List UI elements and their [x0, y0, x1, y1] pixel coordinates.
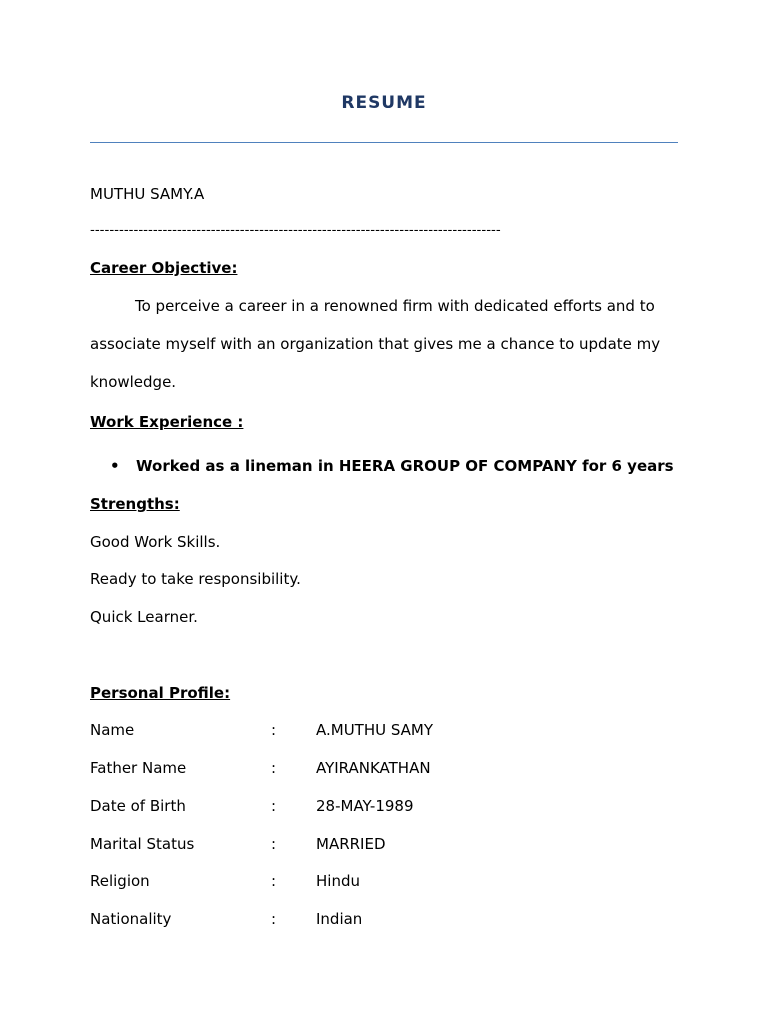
title-underline	[90, 142, 678, 143]
candidate-name: MUTHU SAMY.A	[90, 185, 205, 203]
name-separator: -------------------------------------------------------------------------------------	[90, 223, 501, 238]
strength-item: Quick Learner.	[90, 608, 198, 626]
career-objective-line-3: knowledge.	[90, 373, 177, 391]
career-objective-line-1: To perceive a career in a renowned firm with dedicated efforts and to	[135, 297, 655, 315]
work-experience-text: Worked as a lineman in HEERA GROUP OF COMPANY for 6 years	[136, 457, 674, 475]
profile-colon: :	[271, 835, 277, 853]
work-experience-item	[110, 457, 674, 475]
strengths-heading: Strengths:	[90, 495, 180, 513]
profile-colon: :	[271, 759, 277, 777]
profile-label: Father Name	[90, 759, 187, 777]
profile-label: Name	[90, 721, 135, 739]
profile-value: AYIRANKATHAN	[316, 759, 431, 777]
profile-colon: :	[271, 872, 277, 890]
profile-colon: :	[271, 910, 277, 928]
profile-label: Religion	[90, 872, 150, 890]
profile-value: 28-MAY-1989	[316, 797, 414, 815]
profile-label: Nationality	[90, 910, 172, 928]
profile-value: A.MUTHU SAMY	[316, 721, 434, 739]
profile-label: Date of Birth	[90, 797, 186, 815]
profile-value: Indian	[316, 910, 363, 928]
strength-item: Ready to take responsibility.	[90, 570, 301, 588]
career-objective-line-2: associate myself with an organization that gives me a chance to update my	[90, 335, 661, 353]
strength-item: Good Work Skills.	[90, 533, 221, 551]
profile-value: MARRIED	[316, 835, 386, 853]
profile-label: Marital Status	[90, 835, 195, 853]
profile-value: Hindu	[316, 872, 360, 890]
career-objective-heading: Career Objective:	[90, 259, 238, 277]
profile-colon: :	[271, 797, 277, 815]
personal-profile-heading: Personal Profile:	[90, 684, 231, 702]
bullet-icon: •	[110, 457, 120, 475]
profile-colon: :	[271, 721, 277, 739]
document-title: RESUME	[341, 93, 427, 113]
work-experience-heading: Work Experience :	[90, 413, 244, 431]
